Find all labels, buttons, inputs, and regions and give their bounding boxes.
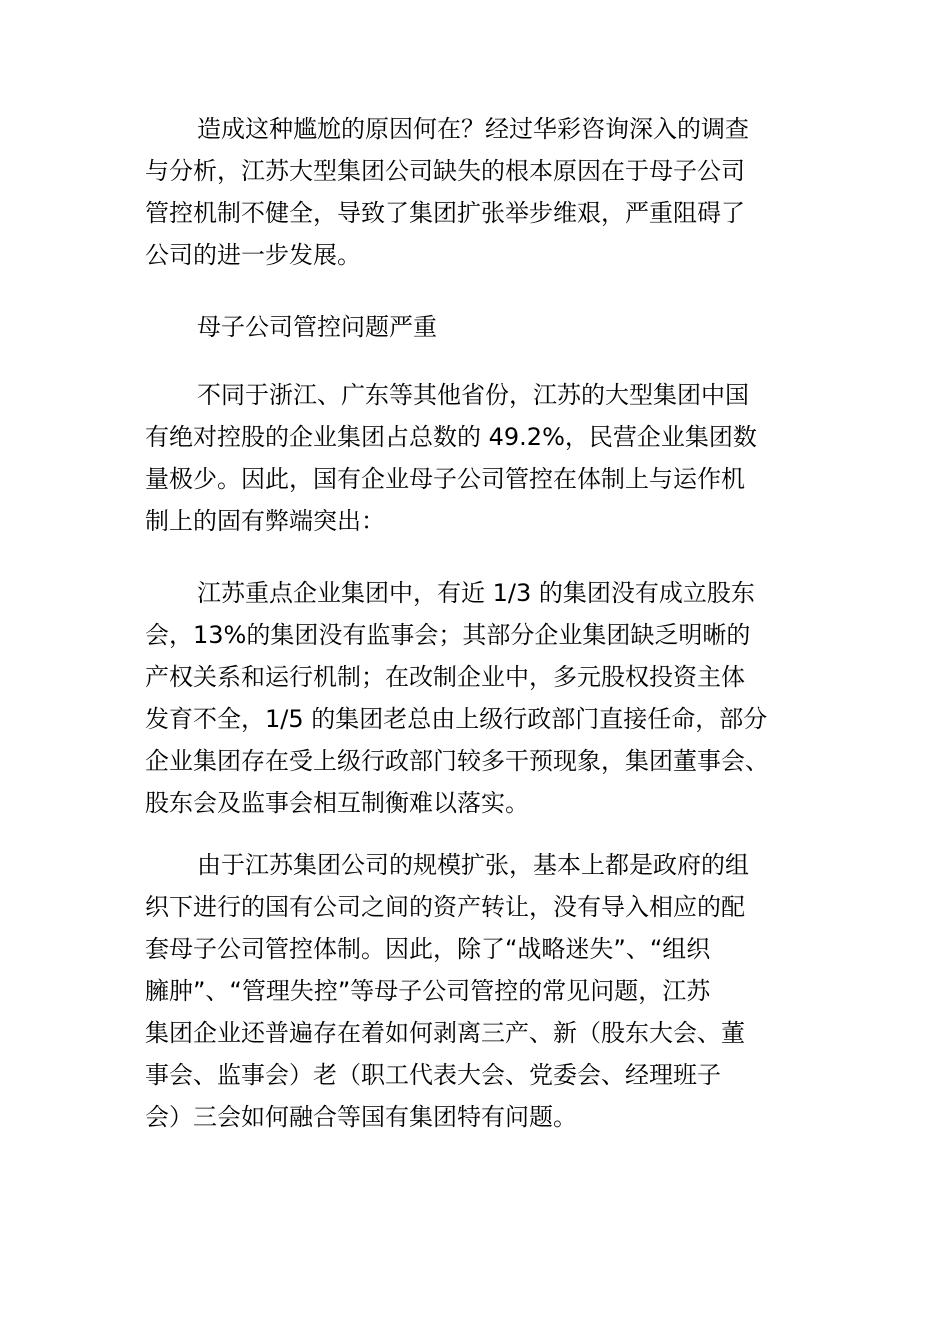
text-line: 由于江苏集团公司的规模扩张，基本上都是政府的组 — [197, 851, 749, 879]
text-line: 造成这种尴尬的原因何在？经过华彩咨询深入的调查 — [197, 115, 749, 143]
text-line: 事会、监事会）老（职工代表大会、党委会、经理班子 — [145, 1061, 721, 1089]
text-line: 公司的进一步发展。 — [145, 241, 361, 269]
paragraph-governance-issues — [145, 572, 825, 824]
text-line: 会）三会如何融合等国有集团特有问题。 — [145, 1103, 577, 1131]
paragraph-expansion-problems — [145, 844, 825, 1138]
text-line: 与分析，江苏大型集团公司缺失的根本原因在于母子公司 — [145, 157, 745, 185]
text-line: 产权关系和运行机制；在改制企业中，多元股权投资主体 — [145, 663, 745, 691]
text-line: 会，13%的集团没有监事会；其部分企业集团缺乏明晰的 — [145, 621, 751, 649]
text-line: 企业集团存在受上级行政部门较多干预现象，集团董事会、 — [145, 747, 769, 775]
text-line: 不同于浙江、广东等其他省份，江苏的大型集团中国 — [197, 381, 749, 409]
paragraph-province-comparison — [145, 374, 825, 542]
text-line: 制上的固有弊端突出： — [145, 507, 385, 535]
text-line: 管控机制不健全，导致了集团扩张举步维艰，严重阻碍了 — [145, 199, 745, 227]
text-line: 臃肿”、“管理失控”等母子公司管控的常见问题，江苏 — [145, 977, 711, 1005]
text-line: 发育不全，1/5 的集团老总由上级行政部门直接任命，部分 — [145, 705, 768, 733]
text-line: 集团企业还普遍存在着如何剥离三产、新（股东大会、董 — [145, 1019, 745, 1047]
text-line: 江苏重点企业集团中，有近 1/3 的集团没有成立股东 — [197, 579, 755, 607]
heading-line: 母子公司管控问题严重 — [197, 313, 437, 341]
text-line: 有绝对控股的企业集团占总数的 49.2%，民营企业集团数 — [145, 423, 757, 451]
paragraph-cause-analysis — [145, 108, 825, 276]
text-line: 量极少。因此，国有企业母子公司管控在体制上与运作机 — [145, 465, 745, 493]
text-line: 套母子公司管控体制。因此，除了“战略迷失”、“组织 — [145, 935, 711, 963]
text-line: 股东会及监事会相互制衡难以落实。 — [145, 789, 529, 817]
section-heading — [145, 306, 825, 348]
text-line: 织下进行的国有公司之间的资产转让，没有导入相应的配 — [145, 893, 745, 921]
